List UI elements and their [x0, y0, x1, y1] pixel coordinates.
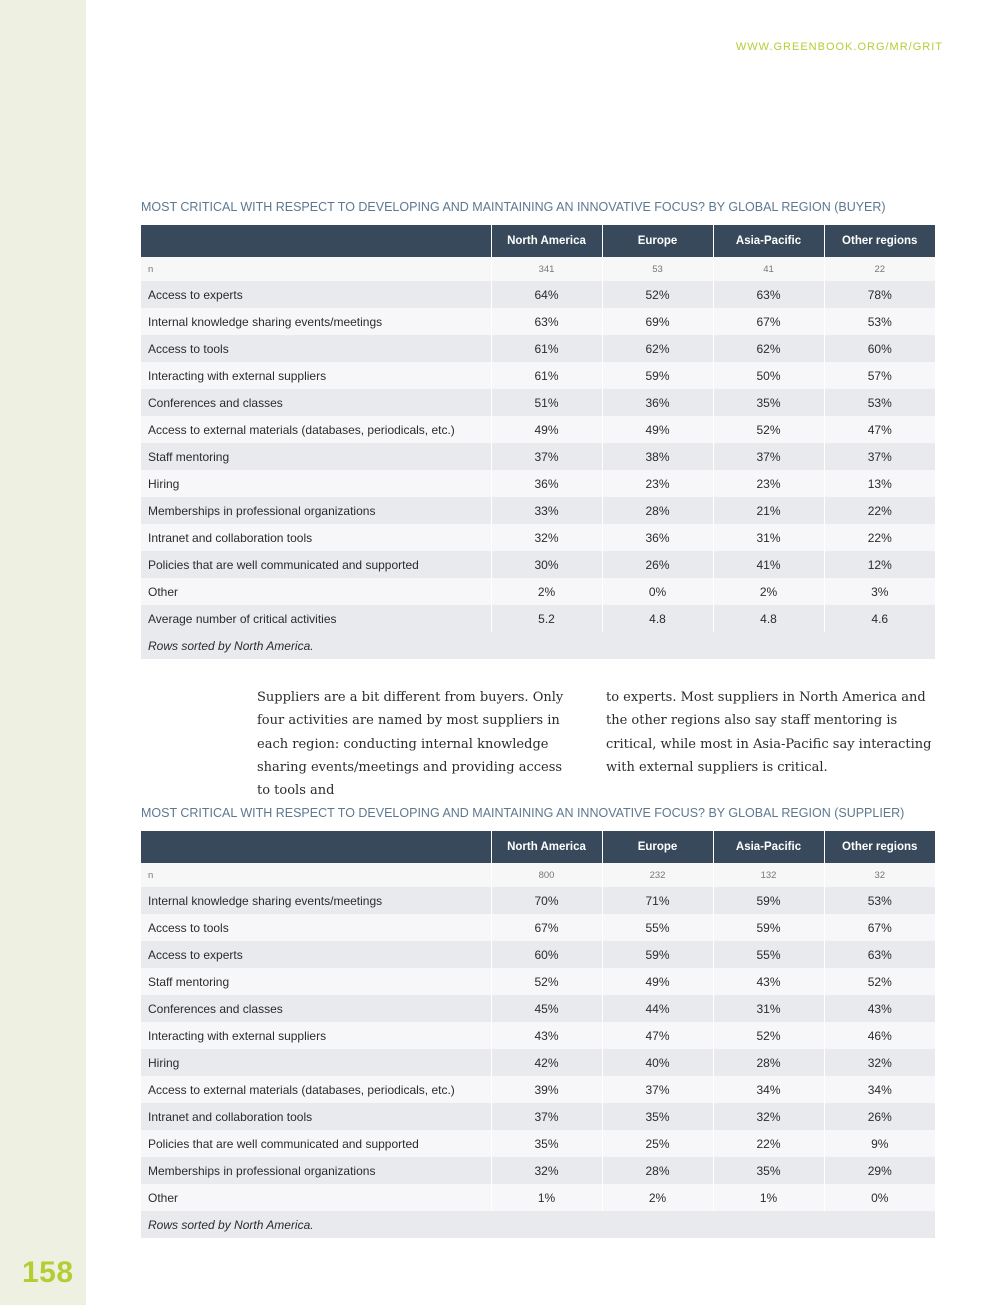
cell-value: 39%	[491, 1076, 602, 1103]
cell-value: 0%	[602, 578, 713, 605]
table-row	[141, 470, 935, 497]
row-label: Average number of critical activities	[141, 605, 491, 632]
cell-value: 34%	[824, 1076, 935, 1103]
cell-value: 62%	[602, 335, 713, 362]
row-label: Policies that are well communicated and supported	[141, 551, 491, 578]
sample-size-value: 32	[824, 863, 935, 887]
cell-value: 3%	[824, 578, 935, 605]
column-header	[141, 225, 491, 257]
buyer-table	[141, 225, 935, 659]
body-paragraph-left: Suppliers are a bit different from buyers. Only four activities are named by most suppliers in each region: conducting internal knowledge sharing events/meetings and providing access to tools and	[257, 690, 564, 799]
cell-value: 51%	[491, 389, 602, 416]
cell-value: 67%	[491, 914, 602, 941]
cell-value: 36%	[602, 389, 713, 416]
cell-value: 53%	[824, 308, 935, 335]
column-header-europe: Europe	[602, 831, 713, 863]
page-sidebar	[0, 0, 86, 1305]
cell-value: 32%	[713, 1103, 824, 1130]
cell-value: 30%	[491, 551, 602, 578]
cell-value: 21%	[713, 497, 824, 524]
cell-value: 2%	[602, 1184, 713, 1211]
cell-value: 0%	[824, 1184, 935, 1211]
row-label: Interacting with external suppliers	[141, 1022, 491, 1049]
sample-size-value: 232	[602, 863, 713, 887]
table-row	[141, 362, 935, 389]
cell-value: 4.8	[713, 605, 824, 632]
cell-value: 50%	[713, 362, 824, 389]
cell-value: 63%	[824, 941, 935, 968]
cell-value: 35%	[713, 1157, 824, 1184]
cell-value: 37%	[824, 443, 935, 470]
sample-size-value: 22	[824, 257, 935, 281]
column-header-asia-pacific: Asia-Pacific	[713, 225, 824, 257]
cell-value: 42%	[491, 1049, 602, 1076]
row-label: Internal knowledge sharing events/meetings	[141, 887, 491, 914]
cell-value: 36%	[491, 470, 602, 497]
cell-value: 2%	[713, 578, 824, 605]
column-header-north-america: North America	[491, 831, 602, 863]
sample-size-value: 53	[602, 257, 713, 281]
table-row	[141, 1157, 935, 1184]
row-label: Conferences and classes	[141, 995, 491, 1022]
row-label: Memberships in professional organizations	[141, 1157, 491, 1184]
column-header-asia-pacific: Asia-Pacific	[713, 831, 824, 863]
cell-value: 63%	[713, 281, 824, 308]
column-header	[141, 831, 491, 863]
cell-value: 52%	[713, 416, 824, 443]
table-note: Rows sorted by North America.	[141, 1211, 935, 1238]
cell-value: 9%	[824, 1130, 935, 1157]
cell-value: 29%	[824, 1157, 935, 1184]
table-row	[141, 443, 935, 470]
table-note-row	[141, 1211, 935, 1238]
cell-value: 28%	[713, 1049, 824, 1076]
cell-value: 23%	[713, 470, 824, 497]
cell-value: 37%	[491, 443, 602, 470]
sample-size-value: 41	[713, 257, 824, 281]
table-row	[141, 1049, 935, 1076]
cell-value: 67%	[713, 308, 824, 335]
row-label: Access to experts	[141, 941, 491, 968]
cell-value: 59%	[602, 362, 713, 389]
table-row	[141, 281, 935, 308]
buyer-table-title: MOST CRITICAL WITH RESPECT TO DEVELOPING AND MAINTAINING AN INNOVATIVE FOCUS? BY GLOBAL REGION (BUYER)	[141, 200, 886, 214]
table-row	[141, 578, 935, 605]
cell-value: 37%	[602, 1076, 713, 1103]
column-header-other-regions: Other regions	[824, 831, 935, 863]
sample-size-label: n	[141, 257, 491, 281]
cell-value: 31%	[713, 995, 824, 1022]
table-row	[141, 995, 935, 1022]
cell-value: 52%	[713, 1022, 824, 1049]
cell-value: 43%	[491, 1022, 602, 1049]
row-label: Intranet and collaboration tools	[141, 1103, 491, 1130]
row-label: Access to external materials (databases, periodicals, etc.)	[141, 416, 491, 443]
cell-value: 47%	[824, 416, 935, 443]
cell-value: 49%	[602, 416, 713, 443]
column-header-north-america: North America	[491, 225, 602, 257]
cell-value: 63%	[491, 308, 602, 335]
cell-value: 53%	[824, 389, 935, 416]
cell-value: 57%	[824, 362, 935, 389]
cell-value: 37%	[491, 1103, 602, 1130]
cell-value: 55%	[602, 914, 713, 941]
table-row	[141, 335, 935, 362]
supplier-table	[141, 831, 935, 1238]
cell-value: 69%	[602, 308, 713, 335]
sample-size-value: 800	[491, 863, 602, 887]
cell-value: 22%	[824, 497, 935, 524]
cell-value: 49%	[602, 968, 713, 995]
cell-value: 28%	[602, 1157, 713, 1184]
sample-size-value: 132	[713, 863, 824, 887]
cell-value: 60%	[491, 941, 602, 968]
row-label: Internal knowledge sharing events/meetings	[141, 308, 491, 335]
cell-value: 38%	[602, 443, 713, 470]
cell-value: 70%	[491, 887, 602, 914]
cell-value: 33%	[491, 497, 602, 524]
cell-value: 23%	[602, 470, 713, 497]
cell-value: 47%	[602, 1022, 713, 1049]
supplier-header-row	[141, 831, 935, 863]
table-row	[141, 308, 935, 335]
table-row	[141, 1130, 935, 1157]
column-header-europe: Europe	[602, 225, 713, 257]
cell-value: 22%	[713, 1130, 824, 1157]
cell-value: 45%	[491, 995, 602, 1022]
cell-value: 32%	[824, 1049, 935, 1076]
cell-value: 36%	[602, 524, 713, 551]
cell-value: 4.6	[824, 605, 935, 632]
cell-value: 52%	[602, 281, 713, 308]
table-row	[141, 416, 935, 443]
row-label: Hiring	[141, 1049, 491, 1076]
cell-value: 1%	[491, 1184, 602, 1211]
cell-value: 26%	[602, 551, 713, 578]
table-row	[141, 887, 935, 914]
row-label: Other	[141, 1184, 491, 1211]
cell-value: 25%	[602, 1130, 713, 1157]
cell-value: 32%	[491, 524, 602, 551]
table-row	[141, 1103, 935, 1130]
sample-size-value: 341	[491, 257, 602, 281]
page-number: 158	[22, 1256, 74, 1289]
row-label: Interacting with external suppliers	[141, 362, 491, 389]
table-row	[141, 497, 935, 524]
sample-size-row	[141, 257, 935, 281]
cell-value: 49%	[491, 416, 602, 443]
cell-value: 64%	[491, 281, 602, 308]
table-row	[141, 1184, 935, 1211]
row-label: Memberships in professional organizations	[141, 497, 491, 524]
cell-value: 78%	[824, 281, 935, 308]
table-row	[141, 914, 935, 941]
cell-value: 35%	[713, 389, 824, 416]
table-row	[141, 1022, 935, 1049]
supplier-table-title: MOST CRITICAL WITH RESPECT TO DEVELOPING AND MAINTAINING AN INNOVATIVE FOCUS? BY GLOBAL REGION (SUPPLIER)	[141, 806, 905, 820]
site-url[interactable]: WWW.GREENBOOK.ORG/MR/GRIT	[735, 41, 943, 53]
column-header-other-regions: Other regions	[824, 225, 935, 257]
row-label: Staff mentoring	[141, 443, 491, 470]
cell-value: 5.2	[491, 605, 602, 632]
cell-value: 59%	[713, 914, 824, 941]
cell-value: 28%	[602, 497, 713, 524]
cell-value: 55%	[713, 941, 824, 968]
cell-value: 41%	[713, 551, 824, 578]
buyer-header-row	[141, 225, 935, 257]
table-row	[141, 551, 935, 578]
sample-size-label: n	[141, 863, 491, 887]
table-note-row	[141, 632, 935, 659]
cell-value: 35%	[491, 1130, 602, 1157]
cell-value: 59%	[602, 941, 713, 968]
cell-value: 71%	[602, 887, 713, 914]
row-label: Hiring	[141, 470, 491, 497]
cell-value: 2%	[491, 578, 602, 605]
cell-value: 1%	[713, 1184, 824, 1211]
cell-value: 22%	[824, 524, 935, 551]
row-label: Intranet and collaboration tools	[141, 524, 491, 551]
table-row	[141, 524, 935, 551]
cell-value: 59%	[713, 887, 824, 914]
row-label: Staff mentoring	[141, 968, 491, 995]
row-label: Other	[141, 578, 491, 605]
cell-value: 44%	[602, 995, 713, 1022]
cell-value: 52%	[824, 968, 935, 995]
cell-value: 26%	[824, 1103, 935, 1130]
cell-value: 67%	[824, 914, 935, 941]
cell-value: 52%	[491, 968, 602, 995]
cell-value: 31%	[713, 524, 824, 551]
cell-value: 61%	[491, 335, 602, 362]
table-row	[141, 1076, 935, 1103]
cell-value: 40%	[602, 1049, 713, 1076]
cell-value: 12%	[824, 551, 935, 578]
row-label: Policies that are well communicated and supported	[141, 1130, 491, 1157]
cell-value: 37%	[713, 443, 824, 470]
table-note: Rows sorted by North America.	[141, 632, 935, 659]
cell-value: 60%	[824, 335, 935, 362]
cell-value: 43%	[824, 995, 935, 1022]
cell-value: 13%	[824, 470, 935, 497]
row-label: Access to experts	[141, 281, 491, 308]
table-row	[141, 968, 935, 995]
sample-size-row	[141, 863, 935, 887]
row-label: Access to external materials (databases, periodicals, etc.)	[141, 1076, 491, 1103]
cell-value: 34%	[713, 1076, 824, 1103]
cell-value: 43%	[713, 968, 824, 995]
row-label: Access to tools	[141, 914, 491, 941]
table-row	[141, 389, 935, 416]
cell-value: 46%	[824, 1022, 935, 1049]
table-row	[141, 941, 935, 968]
cell-value: 32%	[491, 1157, 602, 1184]
average-row	[141, 605, 935, 632]
cell-value: 61%	[491, 362, 602, 389]
cell-value: 35%	[602, 1103, 713, 1130]
row-label: Conferences and classes	[141, 389, 491, 416]
cell-value: 62%	[713, 335, 824, 362]
row-label: Access to tools	[141, 335, 491, 362]
body-paragraph-right: to experts. Most suppliers in North America and the other regions also say staff mentoring is critical, while most in Asia-Pacific say interacting with external suppliers is critical.	[606, 690, 932, 775]
cell-value: 53%	[824, 887, 935, 914]
cell-value: 4.8	[602, 605, 713, 632]
